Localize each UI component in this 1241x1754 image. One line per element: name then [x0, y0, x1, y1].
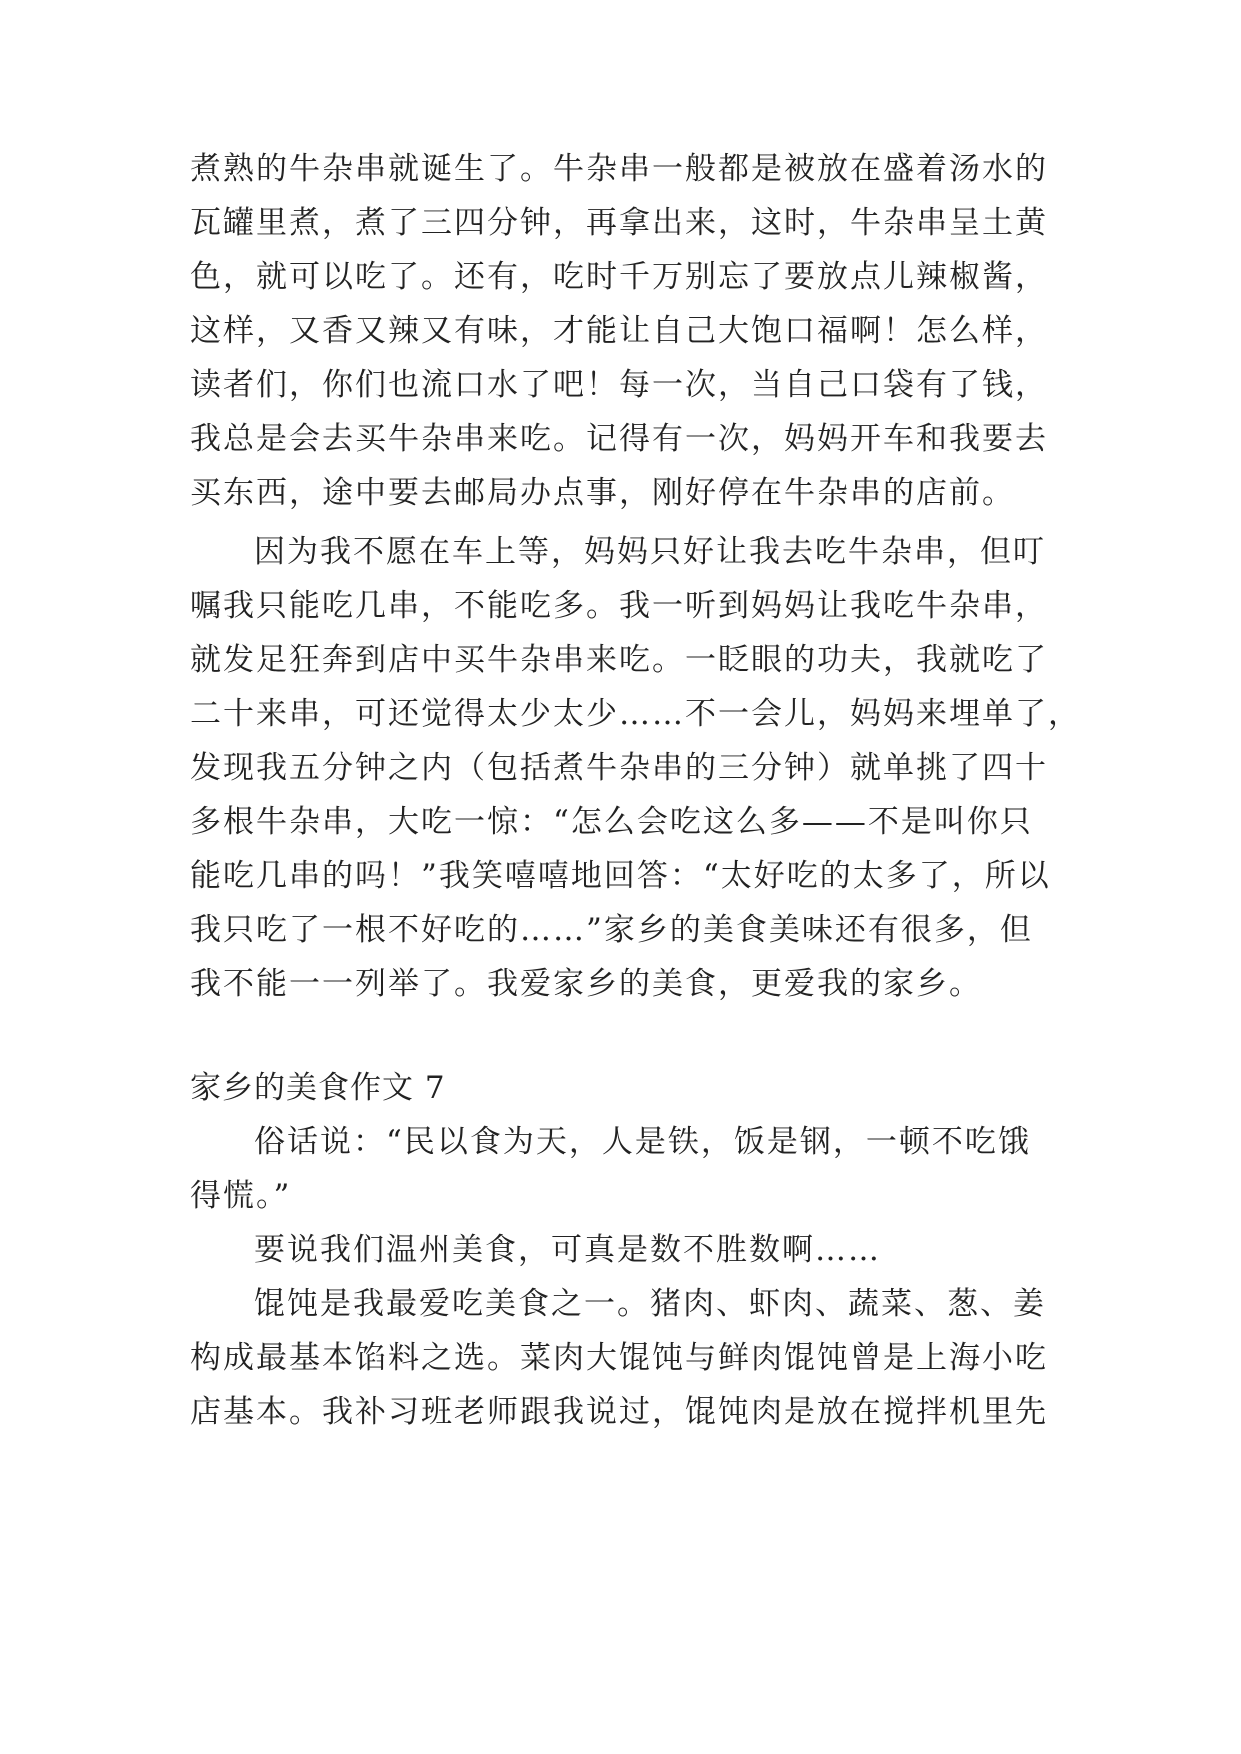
paragraph-line: 这样，又香又辣又有味，才能让自己大饱口福啊！怎么样，	[190, 313, 1048, 349]
paragraph-line: 构成最基本馅料之选。菜肉大馄饨与鲜肉馄饨曾是上海小吃	[190, 1340, 1048, 1376]
paragraph-line: 我不能一一列举了。我爱家乡的美食，更爱我的家乡。	[190, 966, 982, 1002]
paragraph-line: 瓦罐里煮，煮了三四分钟，再拿出来，这时，牛杂串呈土黄	[190, 205, 1048, 241]
paragraph-line: 嘱我只能吃几串，不能吃多。我一听到妈妈让我吃牛杂串，	[190, 588, 1048, 624]
paragraph-line: 色，就可以吃了。还有，吃时千万别忘了要放点儿辣椒酱，	[190, 259, 1048, 295]
paragraph-line: 要说我们温州美食，可真是数不胜数啊……	[254, 1232, 881, 1268]
paragraph-line: 俗话说：“民以食为天，人是铁，饭是钢，一顿不吃饿	[254, 1124, 1031, 1160]
paragraph-line: 买东西，途中要去邮局办点事，刚好停在牛杂串的店前。	[190, 475, 1015, 511]
paragraph-line: 得慌。”	[190, 1178, 292, 1214]
paragraph-line: 我只吃了一根不好吃的……”家乡的美食美味还有很多，但	[190, 912, 1033, 948]
section-heading: 家乡的美食作文 7	[190, 1070, 446, 1106]
paragraph-line: 发现我五分钟之内（包括煮牛杂串的三分钟）就单挑了四十	[190, 750, 1048, 786]
paragraph-line: 二十来串，可还觉得太少太少……不一会儿，妈妈来埋单了，	[190, 696, 1081, 732]
paragraph-line: 因为我不愿在车上等，妈妈只好让我去吃牛杂串，但叮	[254, 534, 1046, 570]
paragraph-line: 我总是会去买牛杂串来吃。记得有一次，妈妈开车和我要去	[190, 421, 1048, 457]
paragraph-line: 就发足狂奔到店中买牛杂串来吃。一眨眼的功夫，我就吃了	[190, 642, 1048, 678]
paragraph-line: 读者们，你们也流口水了吧！每一次，当自己口袋有了钱，	[190, 367, 1048, 403]
paragraph-line: 能吃几串的吗！”我笑嘻嘻地回答：“太好吃的太多了，所以	[190, 858, 1051, 894]
paragraph-line: 多根牛杂串，大吃一惊：“怎么会吃这么多——不是叫你只	[190, 804, 1033, 840]
paragraph-line: 店基本。我补习班老师跟我说过，馄饨肉是放在搅拌机里先	[190, 1394, 1048, 1430]
paragraph-line: 煮熟的牛杂串就诞生了。牛杂串一般都是被放在盛着汤水的	[190, 151, 1048, 187]
paragraph-line: 馄饨是我最爱吃美食之一。猪肉、虾肉、蔬菜、葱、姜	[254, 1286, 1046, 1322]
